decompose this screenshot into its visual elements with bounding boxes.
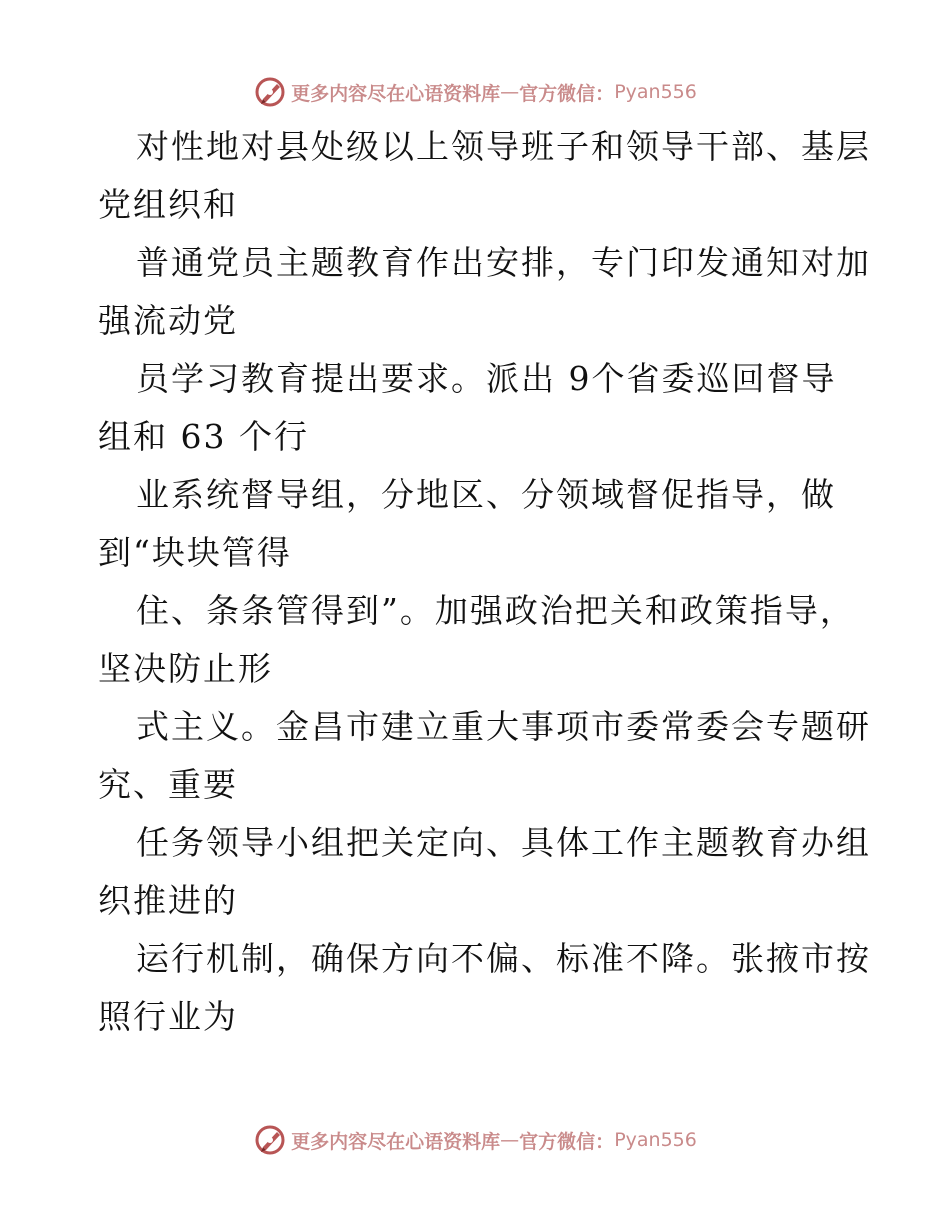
- body-line: 运行机制，确保方向不偏、标准不降。张掖市按: [136, 939, 871, 978]
- body-line: 业系统督导组，分地区、分领域督促指导，做: [136, 475, 836, 514]
- body-line: 照行业为: [98, 997, 238, 1036]
- pen-seal-logo-icon: [253, 75, 287, 109]
- body-line: 到“块块管得: [98, 533, 292, 572]
- pen-seal-logo-icon: [253, 1123, 287, 1157]
- banner-dash: —: [500, 81, 520, 103]
- body-line: 普通党员主题教育作出安排，专门印发通知对加: [136, 243, 871, 282]
- body-line: 住、条条管得到”。加强政治把关和政策指导，: [136, 591, 855, 630]
- banner-text: 更多内容尽在心语资料库: [291, 82, 501, 105]
- body-line: 究、重要: [98, 765, 238, 804]
- body-line: 对性地对县处级以上领导班子和领导干部、基层: [136, 127, 871, 166]
- body-line: 坚决防止形: [98, 649, 273, 688]
- body-line: 强流动党: [98, 301, 238, 340]
- body-line: 组和 63 个行: [98, 417, 309, 456]
- banner-dash: —: [500, 1129, 520, 1151]
- banner-wechat-id: Pyan556: [614, 1129, 697, 1151]
- header-watermark-banner: [0, 72, 950, 112]
- document-body: [98, 118, 871, 1046]
- body-line: 党组织和: [98, 185, 238, 224]
- banner-text: 更多内容尽在心语资料库: [291, 1130, 501, 1153]
- body-line: 织推进的: [98, 881, 238, 920]
- footer-watermark-banner: [0, 1120, 950, 1160]
- body-line: 任务领导小组把关定向、具体工作主题教育办组: [136, 823, 871, 862]
- body-line: 式主义。金昌市建立重大事项市委常委会专题研: [136, 707, 871, 746]
- banner-wechat-label: 官方微信：: [519, 1130, 615, 1153]
- banner-wechat-label: 官方微信：: [519, 82, 615, 105]
- body-line: 员学习教育提出要求。派出 9个省委巡回督导: [136, 359, 837, 398]
- banner-wechat-id: Pyan556: [614, 81, 697, 103]
